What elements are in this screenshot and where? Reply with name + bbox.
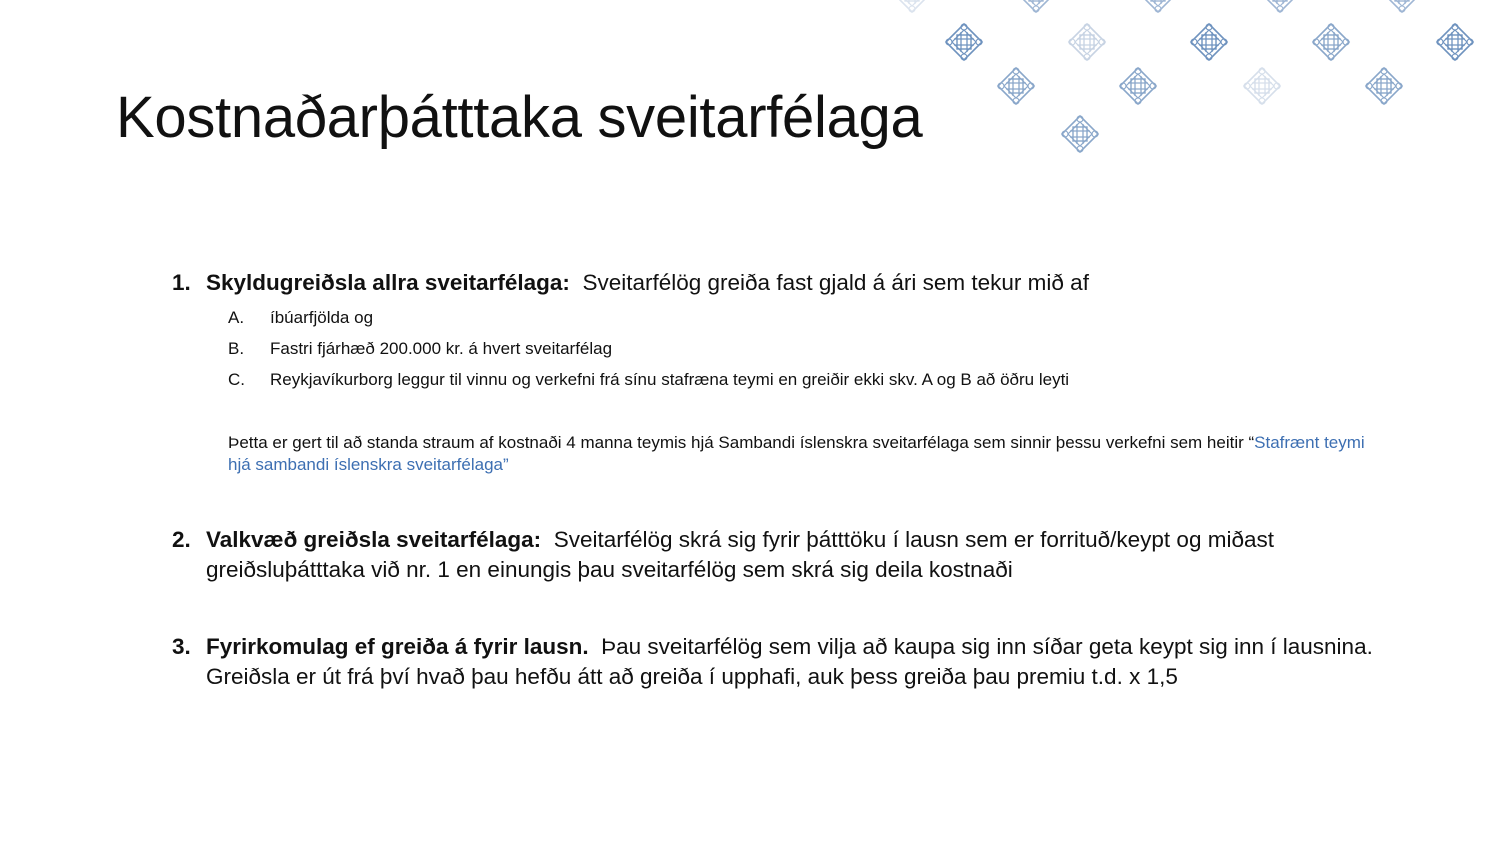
sub-list bbox=[228, 308, 1378, 401]
slide-title: Kostnaðarþátttaka sveitarfélaga bbox=[116, 85, 923, 150]
list-item-3 bbox=[172, 632, 1392, 692]
list-item-lead: Skyldugreiðsla allra sveitarfélaga: bbox=[206, 270, 570, 295]
list-item-2 bbox=[172, 525, 1392, 585]
sub-item-a bbox=[228, 308, 1378, 339]
list-item-number: 3. bbox=[172, 634, 191, 659]
sub-item-letter: B. bbox=[228, 339, 245, 358]
note-link[interactable]: Stafrænt teymi hjá sambandi íslenskra sveitarfélaga” bbox=[228, 433, 1365, 474]
list-item-body bbox=[206, 525, 1392, 585]
list-item-lead: Valkvæð greiðsla sveitarfélaga: bbox=[206, 527, 542, 552]
list-item-body bbox=[206, 268, 1392, 298]
list-item-number: 2. bbox=[172, 527, 191, 552]
sub-item-letter: A. bbox=[228, 308, 245, 327]
list-item-1 bbox=[172, 268, 1392, 298]
sub-item-text: íbúarfjölda og bbox=[270, 308, 374, 327]
list-item-text: Þau sveitarfélög sem vilja að kaupa sig inn síðar geta keypt sig inn í lausnina. Greiðsla er út frá því hvað þau hefðu átt að greiða í upphafi, auk þess greiða þau premiu t.d. x 1,5 bbox=[206, 634, 1373, 689]
list-item-text: Sveitarfélög greiða fast gjald á ári sem tekur mið af bbox=[582, 270, 1089, 295]
list-item-lead: Fyrirkomulag ef greiða á fyrir lausn. bbox=[206, 634, 589, 659]
sub-item-b bbox=[228, 339, 1378, 370]
note-paragraph bbox=[228, 432, 1388, 476]
sub-item-text: Reykjavíkurborg leggur til vinnu og verkefni frá sínu stafræna teymi en greiðir ekki skv. A og B að öðru leyti bbox=[270, 370, 1070, 389]
list-item-body bbox=[206, 632, 1392, 692]
note-text: Þetta er gert til að standa straum af kostnaði 4 manna teymis hjá Sambandi íslenskra sveitarfélaga sem sinnir þessu verkefni sem heitir “ bbox=[228, 433, 1255, 452]
sub-item-letter: C. bbox=[228, 370, 245, 389]
list-item-number: 1. bbox=[172, 270, 191, 295]
sub-item-c bbox=[228, 370, 1378, 401]
sub-item-text: Fastri fjárhæð 200.000 kr. á hvert sveitarfélag bbox=[270, 339, 613, 358]
list-item-text: Sveitarfélög skrá sig fyrir þátttöku í lausn sem er forrituð/keypt og miðast greiðsluþátttaka við nr. 1 en einungis þau sveitarfélög sem skrá sig deila kostnaði bbox=[206, 527, 1274, 582]
